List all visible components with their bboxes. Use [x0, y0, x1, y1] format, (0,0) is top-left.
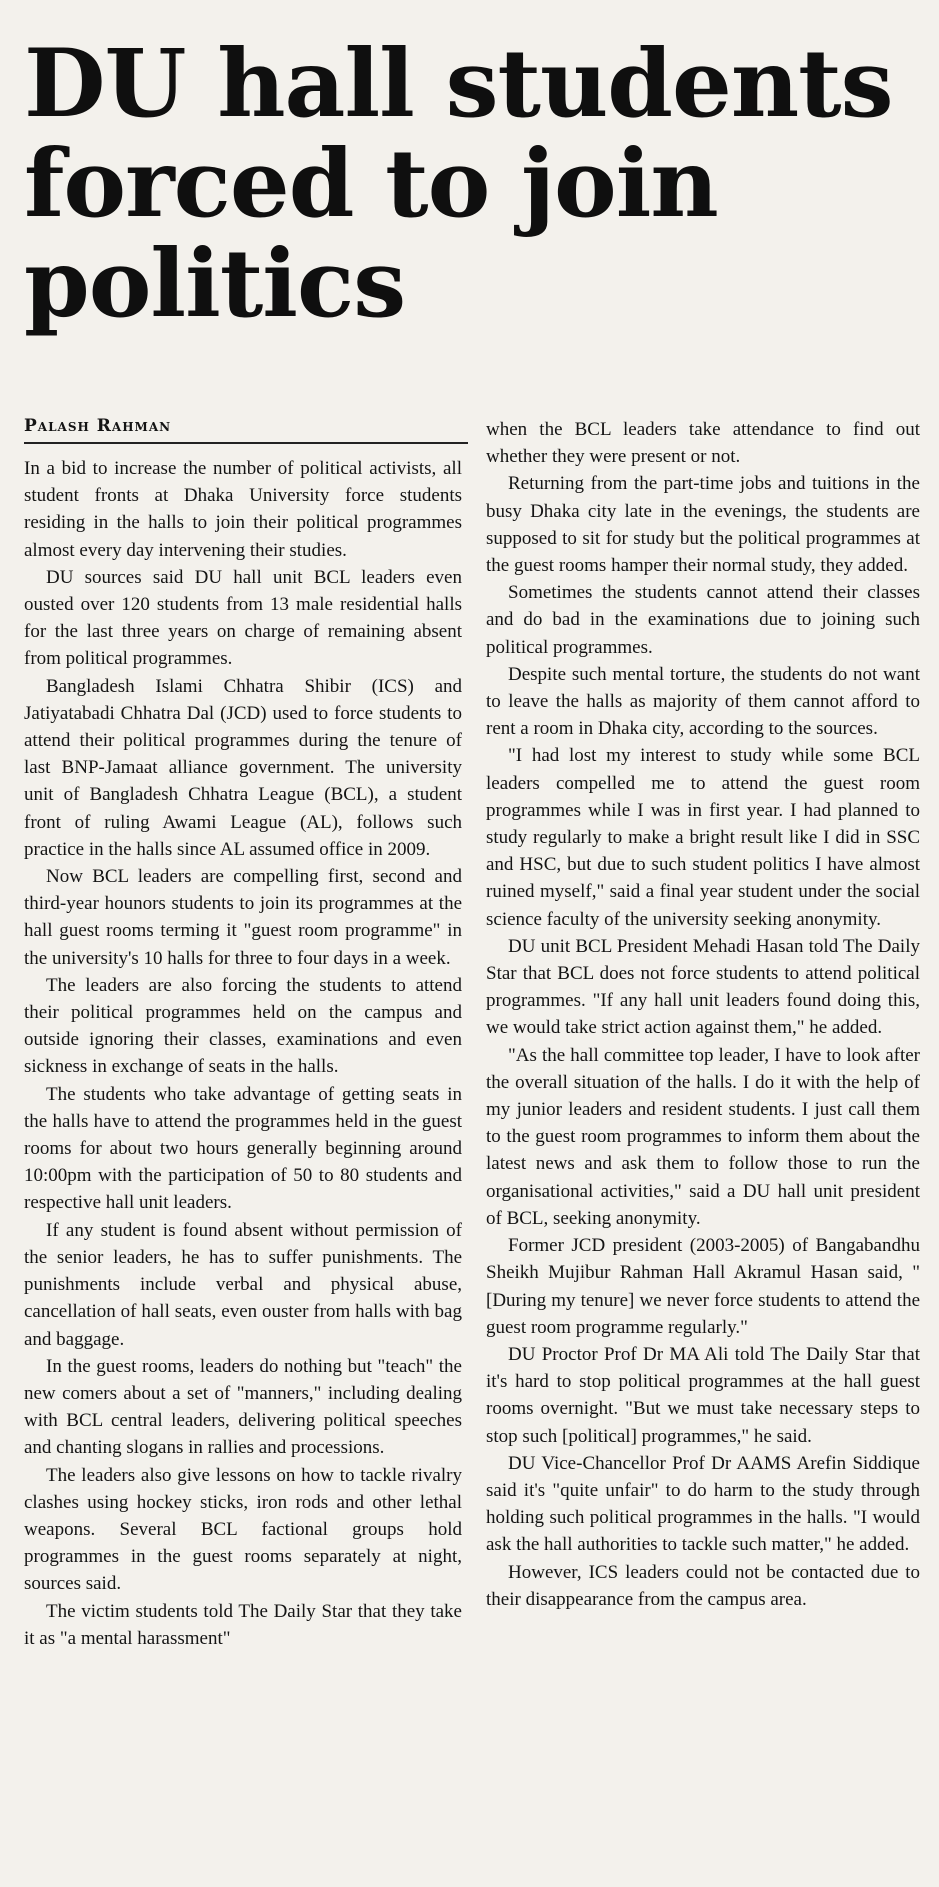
headline-line-1: DU hall students [24, 29, 893, 139]
headline [24, 29, 924, 339]
paragraph: In a bid to increase the number of political activists, all student fronts at Dhaka University force students residing in the halls to join their political programmes almost every day intervening their studies. [24, 458, 462, 561]
paragraph: The leaders are also forcing the students to attend their political programmes held on the campus and outside ignoring their classes, examinations and even sickness in exchange of seats in the halls. [24, 974, 462, 1078]
paragraph: Despite such mental torture, the students do not want to leave the halls as majority of them cannot afford to rent a room in Dhaka city, according to the sources. [486, 663, 920, 740]
paragraph: "As the hall committee top leader, I have to look after the overall situation of the halls. I do it with the help of my junior leaders and resident students. I just call them to the guest room programmes to inform them about the latest news and ask them to follow those to run the organisational activities," said a DU hall unit president of BCL, seeking anonymity. [486, 1044, 920, 1229]
paragraph: Former JCD president (2003-2005) of Bangabandhu Sheikh Mujibur Rahman Hall Akramul Hasan said, "[During my tenure] we never force students to attend the guest room programme regularly." [486, 1235, 920, 1338]
paragraph: Sometimes the students cannot attend their classes and do bad in the examinations due to joining such political programmes. [486, 582, 920, 658]
paragraph: If any student is found absent without permission of the senior leaders, he has to suffer punishments. The punishments include verbal and physical abuse, cancellation of hall seats, even ouster from halls with bag and baggage. [24, 1219, 462, 1350]
paragraph-continued: when the BCL leaders take attendance to find out whether they were present or not. [486, 419, 920, 468]
paragraph: Bangladesh Islami Chhatra Shibir (ICS) and Jatiyatabadi Chhatra Dal (JCD) used to force students to attend their political programmes during the tenure of last BNP-Jamaat alliance government. The university unit of Bangladesh Chhatra League (BCL), a student front of ruling Awami League (AL), follows such practice in the halls since AL assumed office in 2009. [24, 675, 462, 860]
paragraph: DU unit BCL President Mehadi Hasan told The Daily Star that BCL does not force students to attend political programmes. "If any hall unit leaders found doing this, we would take strict action against them," he added. [486, 935, 920, 1039]
left-column [24, 455, 462, 1652]
paragraph: Returning from the part-time jobs and tuitions in the busy Dhaka city late in the evenings, the students are supposed to sit for study but the political programmes at the guest rooms hamper their normal study, they added. [486, 473, 920, 577]
paragraph: Now BCL leaders are compelling first, second and third-year hounors students to join its programmes at the hall guest rooms terming it "guest room programme" in the university's 10 halls for three to four days in a week. [24, 866, 462, 969]
paragraph: DU Vice-Chancellor Prof Dr AAMS Arefin Siddique said it's "quite unfair" to do harm to the study through holding such political programmes in the halls. "I would ask the hall authorities to tackle such matter," he added. [486, 1452, 920, 1556]
paragraph: The students who take advantage of getting seats in the halls have to attend the programmes held in the guest rooms for about two hours generally beginning around 10:00pm with the participation of 50 to 80 students and respective hall unit leaders. [24, 1083, 462, 1214]
paragraph: DU Proctor Prof Dr MA Ali told The Daily Star that it's hard to stop political programmes at the hall guest rooms overnight. "But we must take necessary steps to stop such [political] programmes," he said. [486, 1343, 920, 1447]
paragraph: "I had lost my interest to study while some BCL leaders compelled me to attend the guest room programmes while I was in first year. I had planned to study regularly to make a bright result like I did in SSC and HSC, but due to such student politics I have almost ruined myself," said a final year student under the social science faculty of the university seeking anonymity. [486, 745, 920, 930]
paragraph: However, ICS leaders could not be contacted due to their disappearance from the campus area. [486, 1561, 920, 1610]
paragraph: The leaders also give lessons on how to tackle rivalry clashes using hockey sticks, iron rods and other lethal weapons. Several BCL factional groups hold programmes in the guest rooms separately at night, sources said. [24, 1464, 462, 1595]
headline-line-2: forced to join [24, 129, 718, 239]
right-column [486, 416, 920, 1613]
byline-rule [24, 442, 468, 444]
byline: Palash Rahman [24, 416, 172, 436]
paragraph: In the guest rooms, leaders do nothing but "teach" the new comers about a set of "manners," including dealing with BCL central leaders, delivering political speeches and chanting slogans in rallies and processions. [24, 1355, 462, 1459]
paragraph: DU sources said DU hall unit BCL leaders even ousted over 120 students from 13 male residential halls for the last three years on charge of remaining absent from political programmes. [24, 566, 462, 670]
headline-line-3: politics [24, 229, 406, 339]
paragraph: The victim students told The Daily Star that they take it as "a mental harassment" [24, 1600, 462, 1649]
